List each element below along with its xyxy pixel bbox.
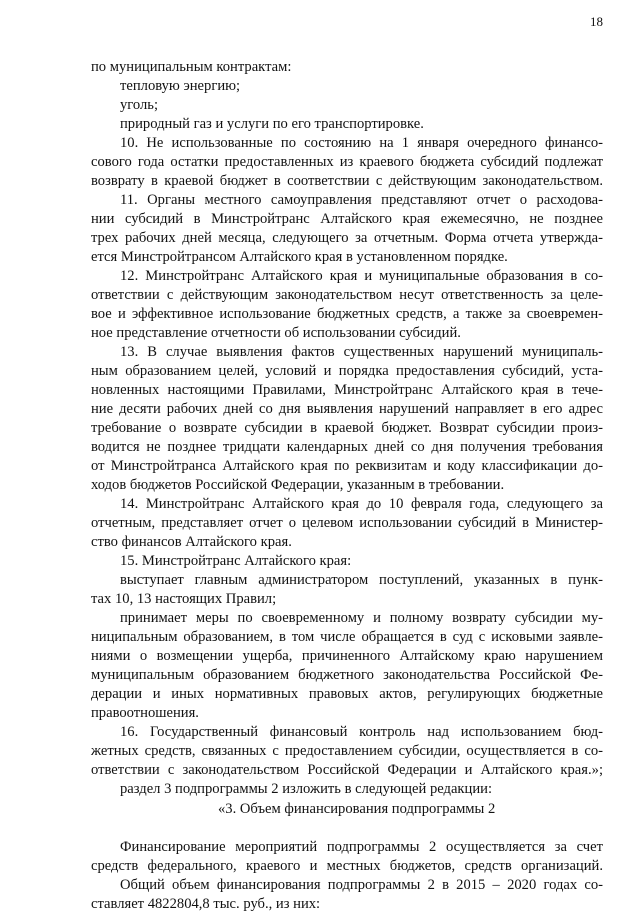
text-line: дерации и иных нормативных правовых актов, регулирующих бюджетные (91, 686, 603, 702)
text-line: принимает меры по своевременному и полному возврату субсидии му- (120, 610, 603, 626)
text-line: сового года остатки предоставленных из краевого бюджета субсидий подлежат (91, 154, 603, 170)
text-line: ставляет 4822804,8 тыс. руб., из них: (91, 896, 321, 912)
text-line: нии субсидий в Минстройтранс Алтайского края ежемесячно, не позднее (91, 211, 603, 227)
text-line: 14. Минстройтранс Алтайского края до 10 февраля года, следующего за (120, 496, 603, 512)
text-line: раздел 3 подпрограммы 2 изложить в следующей редакции: (120, 781, 493, 797)
section-heading: «3. Объем финансирования подпрограммы 2 (218, 801, 496, 817)
text-line: 10. Не использованные по состоянию на 1 января очередного финансо- (120, 135, 603, 151)
text-line: ным образованием целей, условий и порядка предоставления субсидий, уста- (91, 363, 603, 379)
text-line: 15. Минстройтранс Алтайского края: (120, 553, 352, 569)
text-line: требование о возврате субсидии в краевой бюджет. Возврат субсидии произ- (91, 420, 603, 436)
text-line: жетных средств, связанных с предоставлением субсидии, осуществляется в со- (91, 743, 603, 759)
text-line: ние десяти рабочих дней со дня выявления нарушений направляет в его адрес (91, 401, 603, 417)
text-line: тах 10, 13 настоящих Правил; (91, 591, 277, 607)
text-line: 12. Минстройтранс Алтайского края и муниципальные образования в со- (120, 268, 603, 284)
text-line: ответствии с законодательством Российской Федерации и Алтайского края.»; (91, 762, 603, 778)
text-line: ниями о возмещении ущерба, причиненного Алтайскому краю нарушением (91, 648, 603, 664)
text-line: муниципальным образованием бюджетного законодательства Российской Фе- (91, 667, 603, 683)
text-line: ниципальным образованием, в том числе обращается в суд с исковыми заявле- (91, 629, 603, 645)
text-line: вое и эффективное использование бюджетных средств, а также за своевремен- (91, 306, 603, 322)
text-line: ное представление отчетности об использовании субсидий. (91, 325, 461, 341)
text-line: природный газ и услуги по его транспортировке. (120, 116, 424, 132)
text-line: от Минстройтранса Алтайского края по реквизитам и коду классификации до- (91, 458, 603, 474)
text-line: ется Минстройтрансом Алтайского края в установленном порядке. (91, 249, 508, 265)
text-line: 11. Органы местного самоуправления представляют отчет о расходова- (120, 192, 603, 208)
text-line: выступает главным администратором поступлений, указанных в пунк- (120, 572, 603, 588)
text-line: тепловую энергию; (120, 78, 241, 94)
text-line: 13. В случае выявления фактов существенных нарушений муниципаль- (120, 344, 603, 360)
text-line: ответствии с действующим законодательством несут ответственность за целе- (91, 287, 603, 303)
text-line: возврату в краевой бюджет в соответствии с действующим законодательством. (91, 173, 603, 189)
text-line: новленных настоящими Правилами, Минстройтранс Алтайского края в тече- (91, 382, 603, 398)
text-line: водится не позднее тридцати календарных дней со дня получения требования (91, 439, 603, 455)
text-line: средств федерального, краевого и местных бюджетов, средств организаций. (91, 858, 603, 874)
text-line: Финансирование мероприятий подпрограммы 2 осуществляется за счет (120, 839, 603, 855)
text-line: 16. Государственный финансовый контроль над использованием бюд- (120, 724, 603, 740)
text-line: ходов бюджетов Российской Федерации, указанным в требовании. (91, 477, 505, 493)
text-line: по муниципальным контрактам: (91, 59, 292, 75)
text-line: отчетным, представляет отчет о целевом использовании субсидий в Министер- (91, 515, 603, 531)
text-line: Общий объем финансирования подпрограммы 2 в 2015 – 2020 годах со- (120, 877, 603, 893)
text-line: ство финансов Алтайского края. (91, 534, 292, 550)
page-number: 18 (590, 14, 603, 29)
text-line: правоотношения. (91, 705, 199, 721)
text-line: трех рабочих дней месяца, следующего за отчетным. Форма отчета утвержда- (91, 230, 603, 246)
text-line: уголь; (120, 97, 159, 113)
